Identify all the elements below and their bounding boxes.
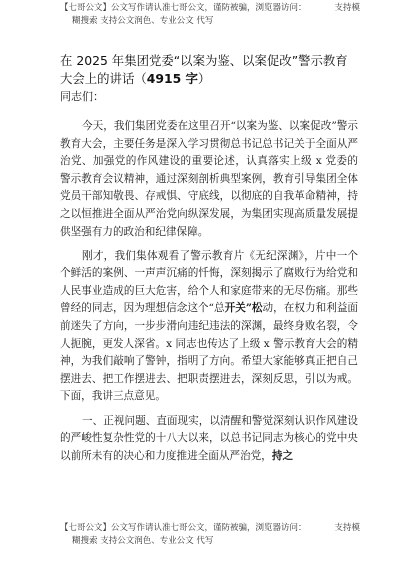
paragraph-2-emphasis: 开关”松: [224, 302, 263, 315]
paragraph-3-emphasis: 持之: [271, 449, 294, 462]
paragraph-2: [60, 248, 358, 406]
paragraph-1: 今天，我们集团党委在这里召开“以案为鉴、以案促改”警示教育大会，主要任务是深入学习贯彻总书记总书记关于全面从严治党、加强党的作风建设的重要论述，认真落实上级 x 党委的警示教育会议精神，通过深刻剖析典型案例，教育引导集团全体党员干部知敬畏、存戒惧、守底线，以彻底的自我革命精神，持之以恒推进全面从严治党向纵深发展，为集团实现高质量发展提供坚强有力的政治和纪律保障。: [60, 120, 358, 238]
document-body: [60, 118, 358, 472]
header-line-2: 糊搜索 支持公文润色、专业公文 代写: [72, 16, 214, 26]
header-link[interactable]: 支持模: [334, 3, 360, 13]
document-title: [60, 52, 358, 88]
header-notice-text: 公文写作请认准七哥公文，谨防被骗，浏览器访问：: [111, 3, 307, 13]
word-count: 4915 字: [146, 71, 198, 86]
footer-link[interactable]: 支持模: [334, 523, 360, 533]
footer-line-2: 糊搜索 支持公文润色、专业公文 代写: [72, 536, 214, 546]
paragraph-3-text: 一、正视问题、直面现实，以清醒和警觉深刻认识作风建设的严峻性复杂性党的十八大以来，以总书记同志为核心的党中央以前所未有的决心和力度推进全面从严治党，: [60, 414, 358, 462]
page-footer: [60, 522, 360, 548]
footer-brand: 【七哥公文】: [60, 523, 112, 533]
footer-notice-text: 公文写作请认准七哥公文，谨防被骗，浏览器访问：: [111, 523, 307, 533]
title-close: ）: [197, 71, 211, 86]
footer-line-1: [60, 522, 360, 535]
paragraph-2-text-b: 动，在权力和利益面前迷失了方向，一步步滑向违纪违法的深渊，最终身败名裂，令人扼腕，更发人深省。x 同志也传达了上级 x 警示教育大会的精神，为我们敲响了警钟，指明了方向。希望大家能够真正把自己摆进去、把工作摆进去、把职责摆进去，深刻反思，引以为戒。下面，我讲三点意见。: [60, 302, 359, 403]
footer-notice: [60, 522, 307, 535]
paragraph-2-text-a: 刚才，我们集体观看了警示教育片《无纪深渊》，片中一个个鲜活的案例、一声声沉痛的忏悔，深刻揭示了腐败行为给党和人民事业造成的巨大危害，给个人和家庭带来的无尽伤痛。那些曾经的同志，因为理想信念这个“总: [60, 249, 358, 315]
header-line-1: [60, 2, 360, 15]
page-header: [60, 2, 360, 28]
header-notice: [60, 2, 307, 15]
paragraph-3: [60, 413, 358, 466]
title-text: 在 2025 年集团党委“以案为鉴、以案促改”警示教育大会上的讲话（: [60, 53, 348, 86]
header-brand: 【七哥公文】: [60, 3, 112, 13]
salutation: 同志们：: [60, 90, 104, 103]
